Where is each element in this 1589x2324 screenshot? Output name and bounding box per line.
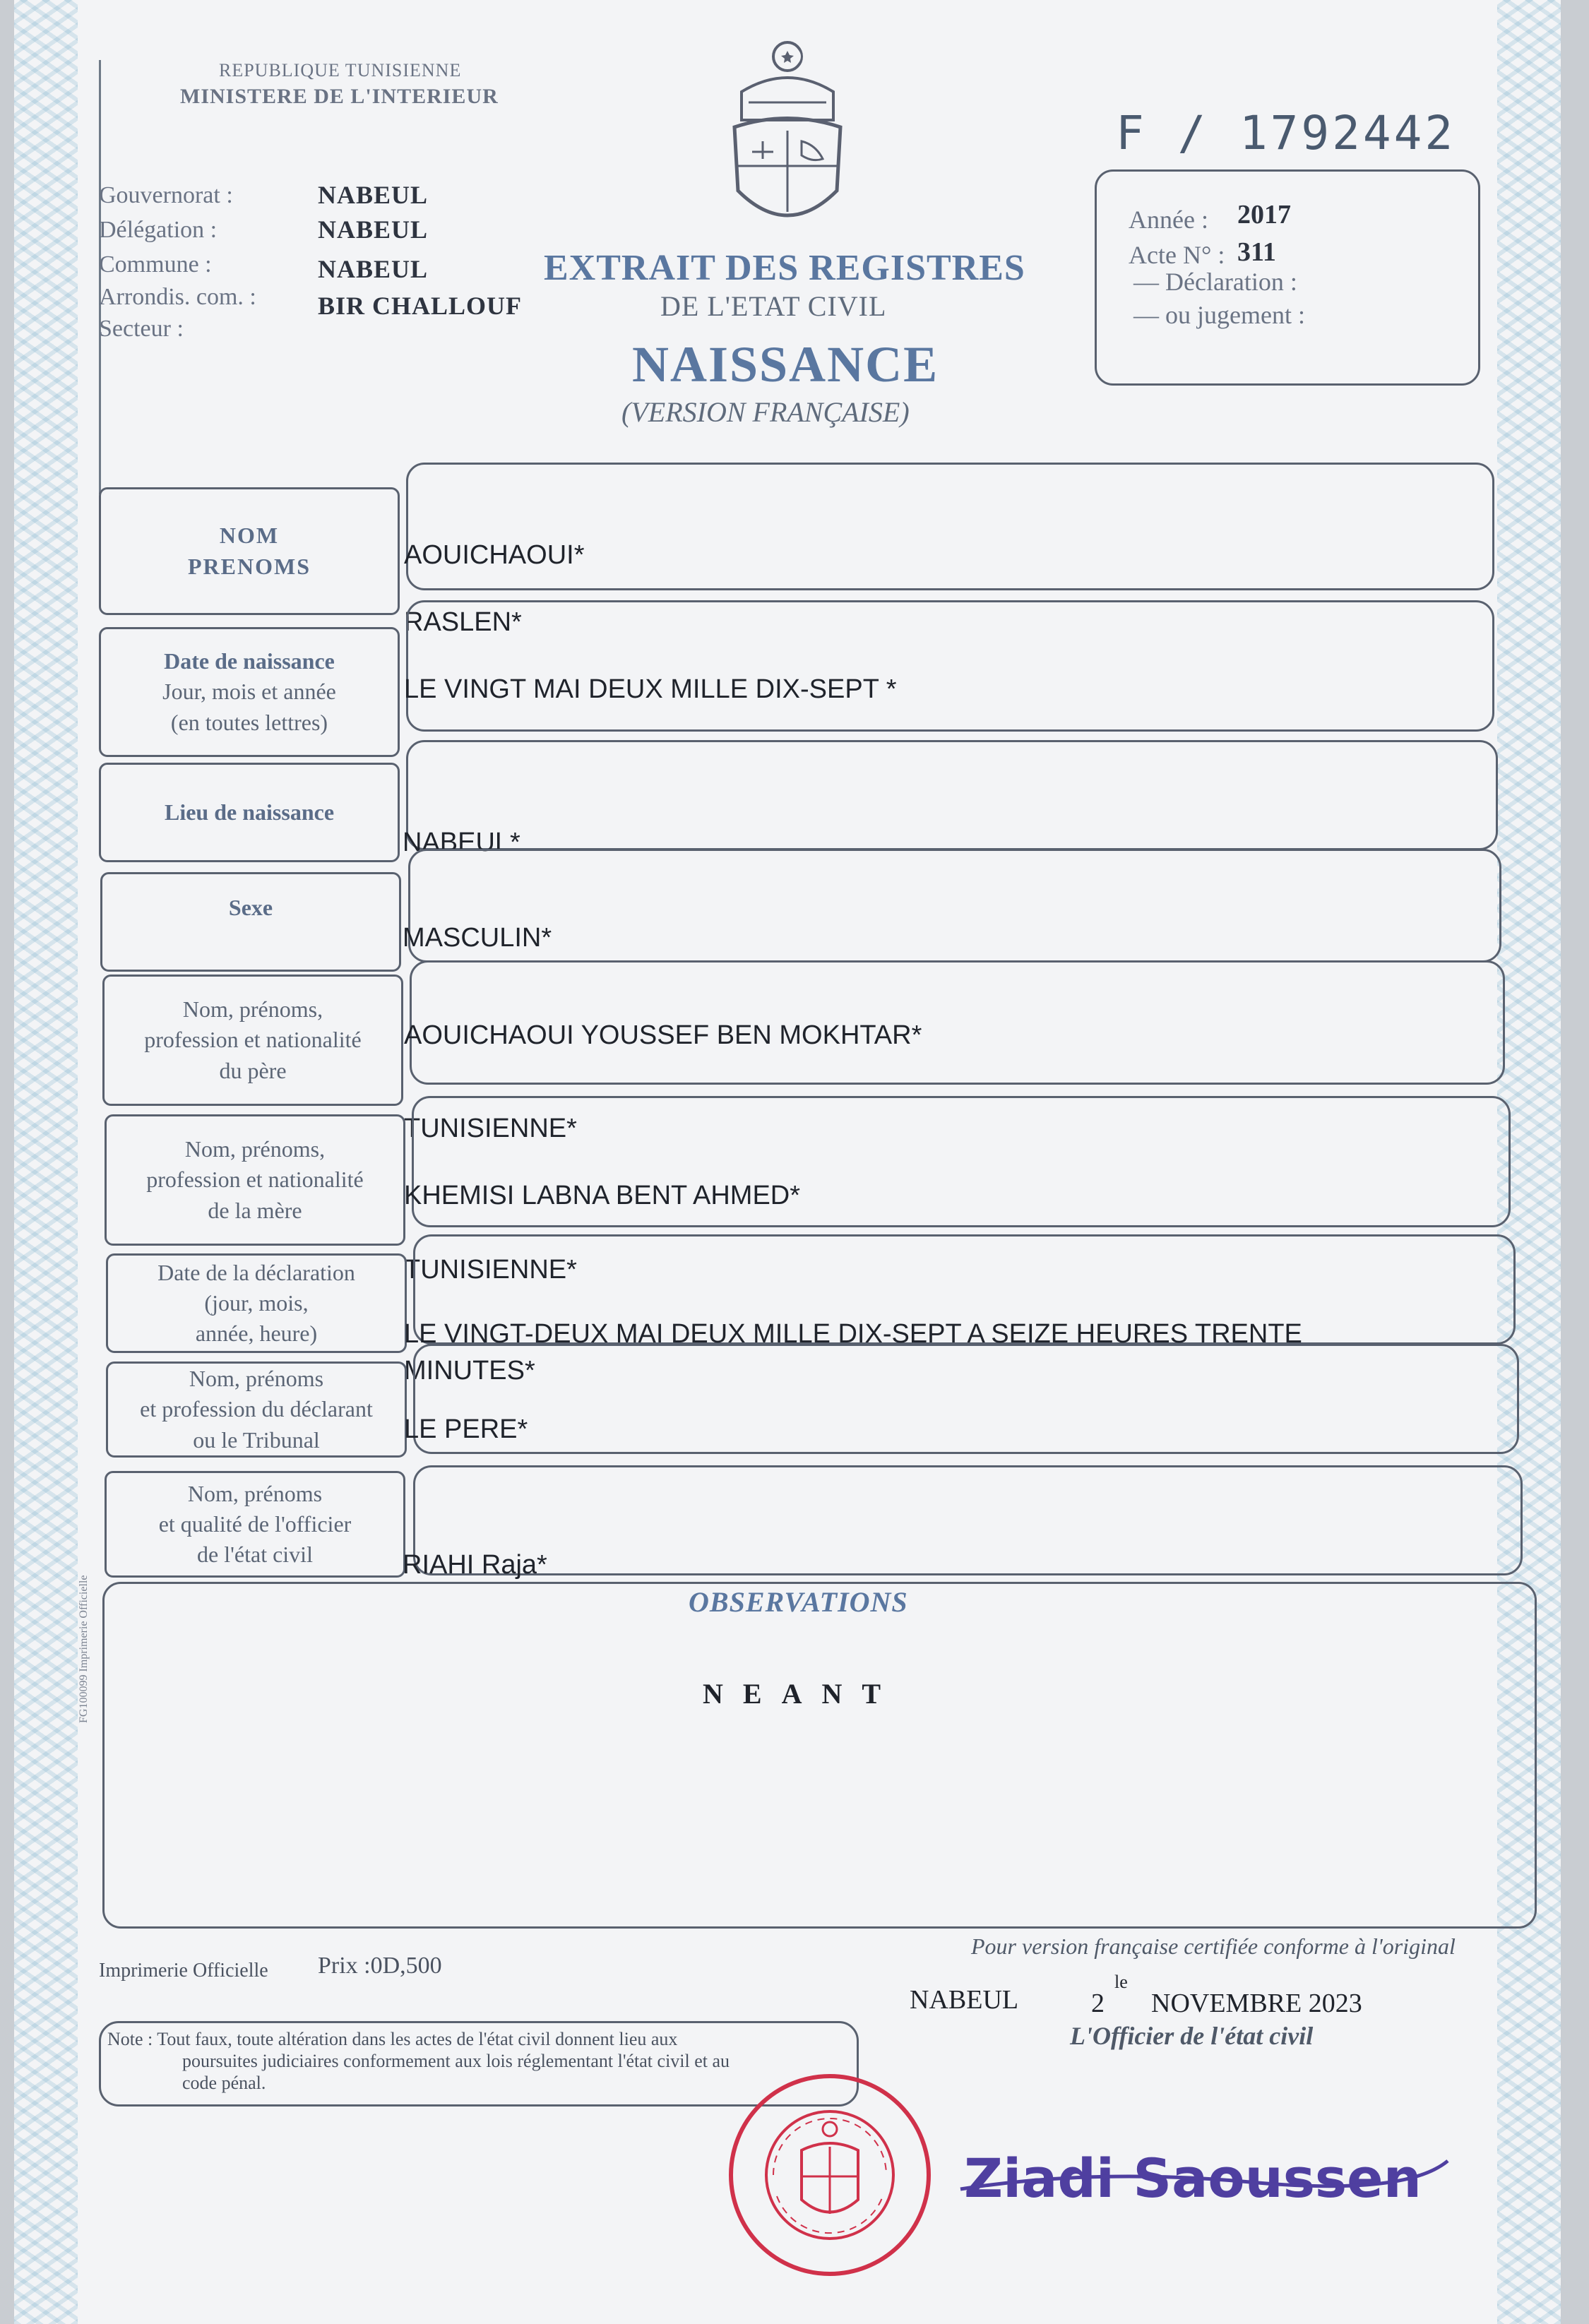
annee-label: Année : — [1129, 205, 1208, 234]
date-month-year: NOVEMBRE 2023 — [1151, 1989, 1362, 2018]
commune-label: Commune : — [99, 251, 212, 278]
lieu-label-box — [99, 763, 400, 862]
nom-value: AOUICHAOUI* — [404, 540, 585, 570]
pere-label-1: Nom, prénoms, — [182, 996, 323, 1023]
lieu-label: Lieu de naissance — [164, 799, 335, 825]
officier-label-1: Nom, prénoms — [187, 1480, 323, 1506]
declarant-label-box — [106, 1361, 407, 1458]
sexe-value-box — [408, 849, 1501, 963]
observations-content: NEANT — [703, 1678, 901, 1710]
date-naissance-sublabel-1: Jour, mois et année — [162, 679, 336, 705]
nom-value-box — [406, 463, 1494, 590]
officer-title: L'Officier de l'état civil — [1070, 2022, 1314, 2050]
jugement-label: — ou jugement : — [1133, 301, 1305, 329]
pere-label-3: du père — [219, 1057, 287, 1083]
date-naissance-label: Date de naissance — [164, 648, 335, 674]
annee-value: 2017 — [1237, 200, 1291, 230]
mere-label-2: profession et nationalité — [146, 1167, 364, 1193]
pere-label-box — [102, 975, 403, 1106]
acte-value: 311 — [1237, 237, 1276, 267]
pere-label-2: profession et nationalité — [144, 1027, 362, 1053]
date-day-suffix: le — [1114, 1972, 1128, 1992]
officier-label-2: et qualité de l'officier — [158, 1510, 352, 1537]
commune-stamp — [724, 2069, 936, 2281]
certified-label: Pour version française certifiée conforme à l'original — [971, 1933, 1456, 1959]
delegation-label: Délégation : — [99, 217, 218, 243]
arrondissement-value: BIR CHALLOUF — [318, 292, 523, 320]
mere-label-1: Nom, prénoms, — [184, 1136, 326, 1162]
date-naissance-value: LE VINGT MAI DEUX MILLE DIX-SEPT * — [404, 674, 897, 704]
observations-title: OBSERVATIONS — [689, 1586, 908, 1618]
date-day: 2 — [1091, 1989, 1105, 2018]
officier-label-box — [105, 1471, 405, 1578]
signature-stroke — [953, 2140, 1462, 2224]
date-city: NABEUL — [910, 1985, 1019, 2015]
delegation-value: NABEUL — [318, 215, 429, 244]
declarant-value: LE PERE* — [404, 1414, 528, 1444]
date-naissance-label-box — [99, 627, 400, 757]
date-naissance-sublabel-2: (en toutes lettres) — [170, 709, 328, 735]
document-type: NAISSANCE — [632, 336, 939, 393]
prenoms-label: PRENOMS — [188, 553, 311, 579]
nom-label-box — [99, 487, 400, 615]
declaration-date-label-3: année, heure) — [195, 1321, 318, 1347]
declarant-label-1: Nom, prénoms — [189, 1366, 324, 1392]
commune-value: NABEUL — [318, 255, 429, 283]
ministry-label: MINISTERE DE L'INTERIEUR — [180, 85, 499, 108]
legal-note-line-3: code pénal. — [182, 2073, 266, 2093]
officier-value-box — [413, 1465, 1523, 1575]
declaration-date-label-1: Date de la déclaration — [157, 1259, 355, 1285]
officer-signature: Ziadi Saoussen — [964, 2147, 1422, 2210]
declarant-value-box — [413, 1344, 1519, 1454]
pere-nationalite-value: TUNISIENNE* — [404, 1114, 577, 1143]
nom-label: NOM — [219, 523, 280, 549]
mere-label-box — [105, 1114, 405, 1246]
coat-of-arms-emblem — [720, 35, 855, 233]
acte-label: Acte N° : — [1129, 241, 1225, 269]
declaration-date-value-cont: MINUTES* — [404, 1356, 535, 1386]
declaration-label-box — [106, 1253, 407, 1353]
officier-label-3: de l'état civil — [197, 1542, 313, 1568]
pere-value: AOUICHAOUI YOUSSEF BEN MOKHTAR* — [404, 1020, 922, 1050]
observations-box — [102, 1582, 1537, 1929]
document-version: (VERSION FRANÇAISE) — [621, 396, 910, 428]
mere-label-3: de la mère — [208, 1197, 302, 1223]
lieu-value-box — [406, 740, 1498, 850]
sexe-label: Sexe — [228, 894, 273, 920]
gouvernorat-label: Gouvernorat : — [99, 182, 233, 208]
mere-value: KHEMISI LABNA BENT AHMED* — [404, 1181, 801, 1210]
officier-value: RIAHI Raja* — [403, 1550, 547, 1580]
sexe-label-box — [100, 872, 401, 972]
legal-note-line-2: poursuites judiciaires conformement aux lois réglementant l'état civil et au — [182, 2051, 730, 2071]
declarant-label-2: et profession du déclarant — [140, 1396, 373, 1422]
printer-vertical-mark: FG100099 Imprimerie Officielle — [78, 1575, 90, 1723]
republic-label: REPUBLIQUE TUNISIENNE — [219, 60, 462, 81]
gouvernorat-value: NABEUL — [318, 181, 429, 209]
secteur-label: Secteur : — [99, 316, 184, 342]
declaration-date-label-2: (jour, mois, — [204, 1289, 309, 1316]
declaration-date-value: LE VINGT-DEUX MAI DEUX MILLE DIX-SEPT A SEIZE HEURES TRENTE — [404, 1319, 1302, 1349]
imprimerie-label: Imprimerie Officielle — [99, 1960, 268, 1982]
arrondissement-label: Arrondis. com. : — [99, 284, 256, 310]
declaration-label: — Déclaration : — [1133, 268, 1297, 296]
document-title: EXTRAIT DES REGISTRES — [544, 248, 1025, 288]
lieu-value: NABEUL* — [403, 828, 520, 857]
legal-note-line-1: Note : Tout faux, toute altération dans les actes de l'état civil donnent lieu aux — [107, 2029, 678, 2049]
security-border-left — [14, 0, 78, 2324]
prenom-value: RASLEN* — [404, 607, 522, 637]
price-label: Prix :0D,500 — [318, 1953, 442, 1979]
mere-nationalite-value: TUNISIENNE* — [404, 1255, 577, 1285]
serial-number: F / 1792442 — [1116, 106, 1456, 160]
document-subtitle: DE L'ETAT CIVIL — [660, 290, 887, 322]
date-naissance-value-box — [406, 600, 1494, 732]
declarant-label-3: ou le Tribunal — [193, 1426, 320, 1453]
sexe-value: MASCULIN* — [403, 923, 552, 953]
